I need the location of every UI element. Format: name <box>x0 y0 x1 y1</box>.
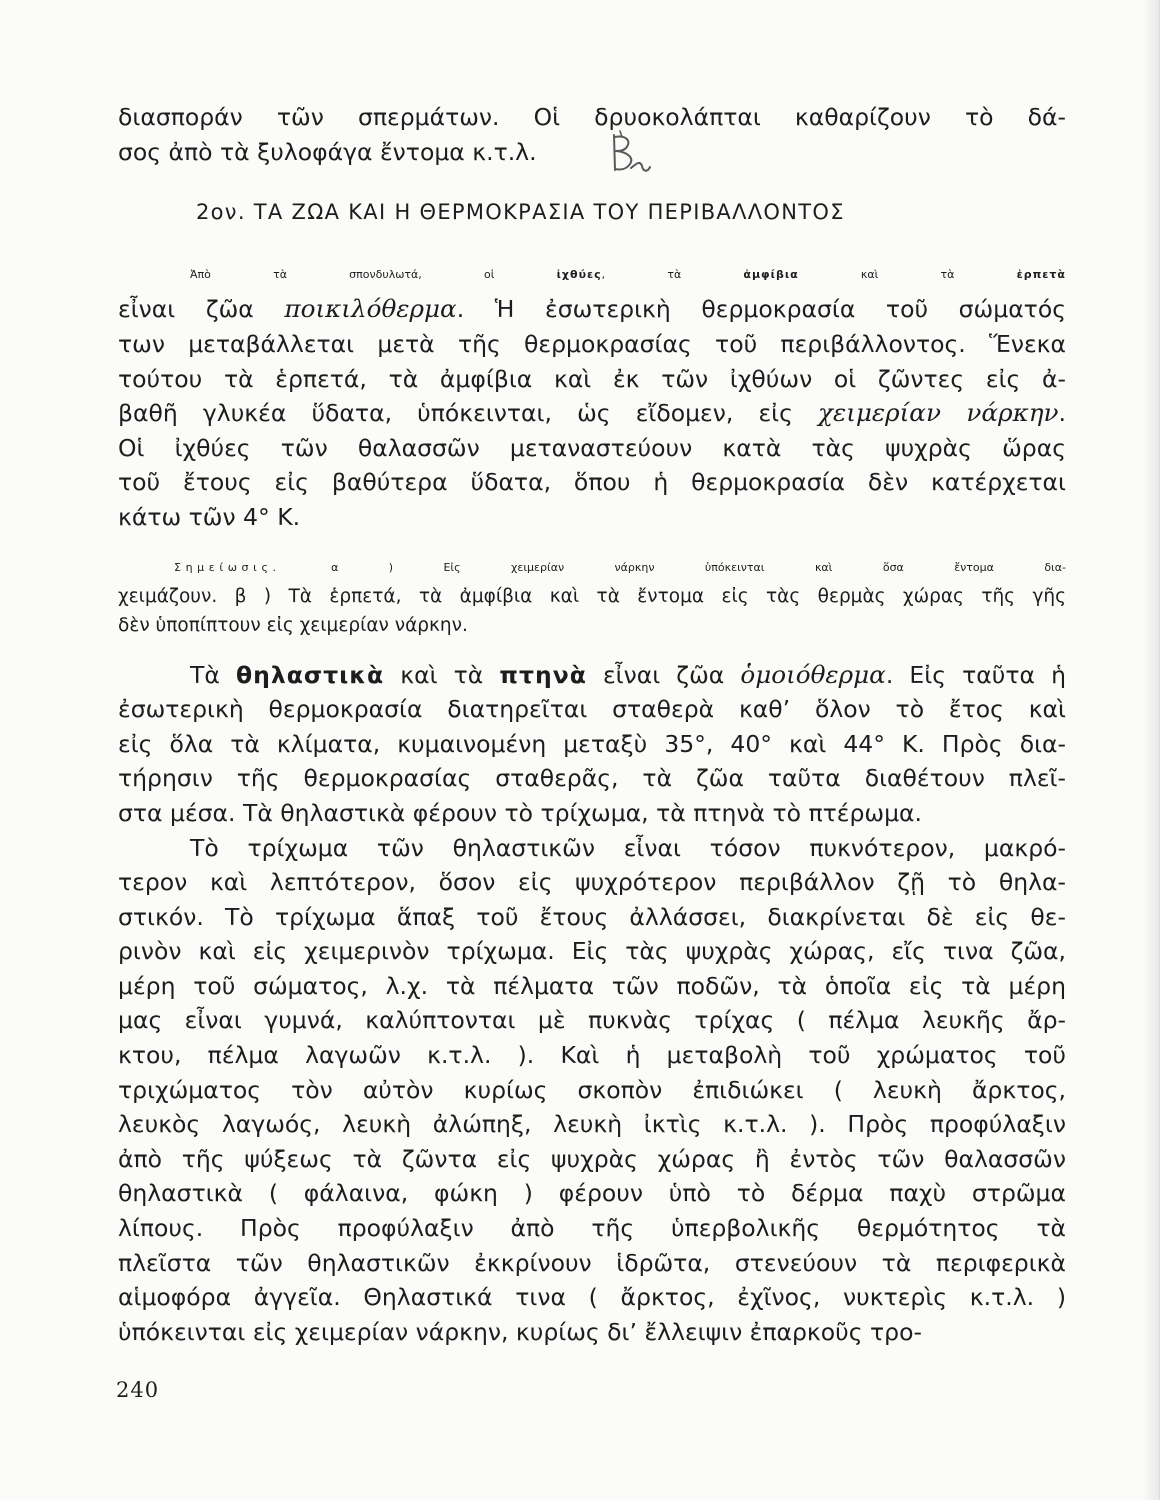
text-line <box>118 582 1066 611</box>
text-run: στικόν. Τὸ τρίχωμα ἅπαξ τοῦ ἔτους ἀλλάσσει, διακρίνεται δὲ εἰς θε- <box>118 902 1066 931</box>
text-line-content <box>174 561 1066 574</box>
text-line-content <box>118 1249 1066 1277</box>
text-run: βαθῆ γλυκέα ὕδατα, ὑπόκεινται, ὡς εἴδομεν, εἰς <box>118 399 819 428</box>
bold-term: ἰχθύες <box>556 267 602 281</box>
text-run: τοῦ ἔτους εἰς βαθύτερα ὕδατα, ὅπου ἡ θερμοκρασία δὲν κατέρχεται <box>118 468 1066 497</box>
text-line <box>118 969 1066 1004</box>
text-run: λίπους. Πρὸς προφύλαξιν ἀπὸ τῆς ὑπερβολικῆς θερμότητος τὰ <box>118 1214 1066 1243</box>
text-line-content <box>118 103 1066 131</box>
text-run: μας εἶναι γυμνά, καλύπτονται μὲ πυκνὰς τρίχας ( πέλμα λευκῆς ἄρ- <box>118 1006 1066 1035</box>
paragraph-warm-blooded-animals <box>118 658 1066 831</box>
section-heading <box>118 195 1066 230</box>
text-line <box>118 692 1066 727</box>
text-line-content <box>118 1179 1066 1207</box>
text-line <box>118 900 1066 935</box>
italic-term: χειμερίαν νάρκην <box>818 398 1059 428</box>
text-line <box>118 396 1066 431</box>
text-line-content <box>190 268 1066 281</box>
text-line-content <box>118 1006 1066 1034</box>
text-line <box>118 292 1066 327</box>
text-line <box>118 1003 1066 1038</box>
text-line-content <box>118 138 537 166</box>
handwritten-pencil-mark <box>604 130 656 178</box>
text-line-content <box>118 1110 1066 1138</box>
text-line <box>118 1211 1066 1246</box>
text-run: κάτω τῶν 4° Κ. <box>118 502 301 531</box>
bold-term: ἑρπετὰ <box>1016 267 1066 281</box>
text-column <box>118 100 1066 1349</box>
text-run: α ) Εἰς χειμερίαν νάρκην ὑπόκεινται καὶ ὅσα ἔντομα δια- <box>280 560 1066 574</box>
text-line-content <box>118 365 1066 393</box>
text-line <box>118 1038 1066 1073</box>
text-line <box>118 658 1066 693</box>
text-run: Οἱ ἰχθύες τῶν θαλασσῶν μεταναστεύουν κατὰ τὰς ψυχρὰς ὥρας <box>118 433 1066 462</box>
text-run: χειμάζουν. β ) Τὰ ἑρπετά, τὰ ἀμφίβια καὶ τὰ ἔντομα εἰς τὰς θερμὰς χώρας τῆς γῆς <box>118 585 1066 607</box>
text-run: σος ἀπὸ τὰ ξυλοφάγα ἔντομα κ.τ.λ. <box>118 137 537 166</box>
text-line <box>118 1176 1066 1211</box>
text-line <box>118 611 1066 640</box>
text-run: θηλαστικὰ ( φάλαινα, φώκη ) φέρουν ὑπὸ τὸ δέρμα παχὺ στρῶμα <box>118 1179 1066 1208</box>
text-line-content <box>118 1318 922 1346</box>
text-line-content <box>118 586 1066 607</box>
text-line <box>118 327 1066 362</box>
text-run: στα μέσα. Τὰ θηλαστικὰ φέρουν τὸ τρίχωμα, τὰ πτηνὰ τὸ πτέρωμα. <box>118 798 923 827</box>
text-run: ὑπόκεινται εἰς χειμερίαν νάρκην, κυρίως δι’ ἔλλειψιν ἐπαρκοῦς τρο- <box>118 1317 922 1346</box>
text-line <box>118 727 1066 762</box>
paragraph-fur-and-insulation <box>118 831 1066 1350</box>
text-run: Ἀπὸ τὰ σπονδυλωτά, οἱ <box>190 267 557 281</box>
text-line-content <box>118 295 1066 323</box>
text-run: εἶναι ζῶα <box>586 660 741 689</box>
text-line <box>118 258 1066 293</box>
page-edge-shadow <box>1143 0 1160 1500</box>
text-run: εἰς ὅλα τὰ κλίματα, κυμαινομένη μεταξὺ 35°, 40° καὶ 44° Κ. Πρὸς δια- <box>118 729 1066 758</box>
text-line-content <box>118 1145 1066 1173</box>
text-line <box>118 1280 1066 1315</box>
text-line-content <box>190 834 1066 862</box>
text-line <box>118 1107 1066 1142</box>
text-line <box>118 1142 1066 1177</box>
text-line <box>118 431 1066 466</box>
text-run: ἀπὸ τῆς ψύξεως τὰ ζῶντα εἰς ψυχρὰς χώρας ἢ ἐντὸς τῶν θαλασσῶν <box>118 1144 1066 1173</box>
italic-term: ὁμοιόθερμα <box>740 659 886 689</box>
text-run: καὶ τὰ <box>384 660 500 689</box>
text-run: τερον καὶ λεπτότερον, ὅσον εἰς ψυχρότερον περιβάλλον ζῇ τὸ θηλα- <box>118 868 1066 897</box>
text-run: των μεταβάλλεται μετὰ τῆς θερμοκρασίας τοῦ περιβάλλοντος. Ἕνεκα <box>118 329 1066 358</box>
paragraph-cold-blooded-animals <box>118 258 1066 535</box>
text-line <box>118 362 1066 397</box>
text-run: λευκὸς λαγωός, λευκὴ ἀλώπηξ, λευκὴ ἰκτὶς κ.τ.λ. ). Πρὸς προφύλαξιν <box>118 1110 1066 1139</box>
text-line-content <box>118 1041 1066 1069</box>
text-line-content <box>118 434 1066 462</box>
text-run: , τὰ <box>601 267 744 281</box>
text-line-content <box>118 903 1066 931</box>
text-line-content <box>118 1283 1066 1311</box>
text-line-content <box>118 615 468 636</box>
text-run: . Ἡ ἐσωτερικὴ θερμοκρασία τοῦ σώματός <box>456 295 1066 324</box>
text-line-content <box>118 937 1066 965</box>
text-run: δὲν ὑποπίπτουν εἰς χειμερίαν νάρκην. <box>118 614 468 636</box>
text-run: . <box>1058 399 1066 428</box>
text-line <box>118 465 1066 500</box>
text-run: . Εἰς ταῦτα ἡ <box>885 660 1066 689</box>
text-line <box>118 100 1066 135</box>
text-run: διασποράν τῶν σπερμάτων. Οἱ δρυοκολάπται καθαρίζουν τὸ δά- <box>118 103 1066 131</box>
text-line <box>118 553 1066 582</box>
spaced-label: Σημείωσις. <box>174 560 281 574</box>
text-run: αἱμοφόρα ἀγγεῖα. Θηλαστικά τινα ( ἄρκτος, ἐχῖνος, νυκτερὶς κ.τ.λ. ) <box>118 1283 1066 1312</box>
text-line-content <box>118 972 1066 1000</box>
text-line-content <box>118 399 1066 427</box>
text-run: Τὸ τρίχωμα τῶν θηλαστικῶν εἶναι τόσον πυκνότερον, μακρό- <box>190 833 1066 862</box>
note-remark <box>118 553 1066 640</box>
text-line <box>118 865 1066 900</box>
text-line-content <box>118 695 1066 723</box>
text-line-content <box>118 503 300 531</box>
text-run: εἶναι ζῶα <box>118 295 285 324</box>
text-line-content <box>118 764 1066 792</box>
text-line <box>118 1246 1066 1281</box>
text-line-content <box>118 330 1066 358</box>
text-line <box>118 1315 1066 1350</box>
text-run: τριχώματος τὸν αὐτὸν κυρίως σκοπὸν ἐπιδιώκει ( λευκὴ ἄρκτος, <box>118 1075 1066 1104</box>
text-run: μέρη τοῦ σώματος, λ.χ. τὰ πέλματα τῶν ποδῶν, τὰ ὁποῖα εἰς τὰ μέρη <box>118 971 1066 1000</box>
text-line <box>118 500 1066 535</box>
text-run: ἐσωτερικὴ θερμοκρασία διατηρεῖται σταθερὰ καθ’ ὅλον τὸ ἔτος καὶ <box>118 695 1066 724</box>
text-line-content <box>190 661 1066 689</box>
text-run: τήρησιν τῆς θερμοκρασίας σταθερᾶς, τὰ ζῶα ταῦτα διαθέτουν πλεῖ- <box>118 764 1066 793</box>
section-heading-text: 2ον. ΤΑ ΖΩΑ ΚΑΙ Η ΘΕΡΜΟΚΡΑΣΙΑ ΤΟΥ ΠΕΡΙΒΑΛΛΟΝΤΟΣ <box>196 200 845 225</box>
text-line-content <box>118 468 1066 496</box>
text-line-content <box>118 1214 1066 1242</box>
text-run: ρινὸν καὶ εἰς χειμερινὸν τρίχωμα. Εἰς τὰς ψυχρὰς χώρας, εἴς τινα ζῶα, <box>118 937 1066 966</box>
heading-line <box>118 195 1066 230</box>
text-run: Τὰ <box>190 660 236 689</box>
pencil-stroke-loops <box>615 137 631 170</box>
bold-term: θηλαστικὰ <box>235 660 385 689</box>
text-line-content <box>118 730 1066 758</box>
text-run: κτου, πέλμα λαγωῶν κ.τ.λ. ). Καὶ ἡ μεταβολὴ τοῦ χρώματος τοῦ <box>118 1041 1066 1070</box>
carryover-paragraph <box>118 100 1066 169</box>
text-line <box>118 761 1066 796</box>
text-line <box>118 934 1066 969</box>
bold-term: ἀμφίβια <box>743 267 799 281</box>
italic-term: ποικιλόθερμα <box>284 294 457 324</box>
text-run: καὶ τὰ <box>798 267 1017 281</box>
text-line <box>118 135 1066 170</box>
text-line-content <box>118 868 1066 896</box>
pencil-stroke-hook <box>631 163 650 171</box>
text-run: πλεῖστα τῶν θηλαστικῶν ἐκκρίνουν ἱδρῶτα, στενεύουν τὰ περιφερικὰ <box>118 1248 1066 1277</box>
page-number: 240 <box>116 1378 160 1402</box>
text-run: τούτου τὰ ἑρπετά, τὰ ἀμφίβια καὶ ἐκ τῶν ἰχθύων οἱ ζῶντες εἰς ἀ- <box>118 364 1066 393</box>
text-line <box>118 1073 1066 1108</box>
text-line <box>118 831 1066 866</box>
pencil-stroke-stem <box>614 135 615 170</box>
bold-term: πτηνὰ <box>499 660 587 689</box>
text-line-content <box>118 799 922 827</box>
text-line <box>118 796 1066 831</box>
text-line-content <box>118 1076 1066 1104</box>
